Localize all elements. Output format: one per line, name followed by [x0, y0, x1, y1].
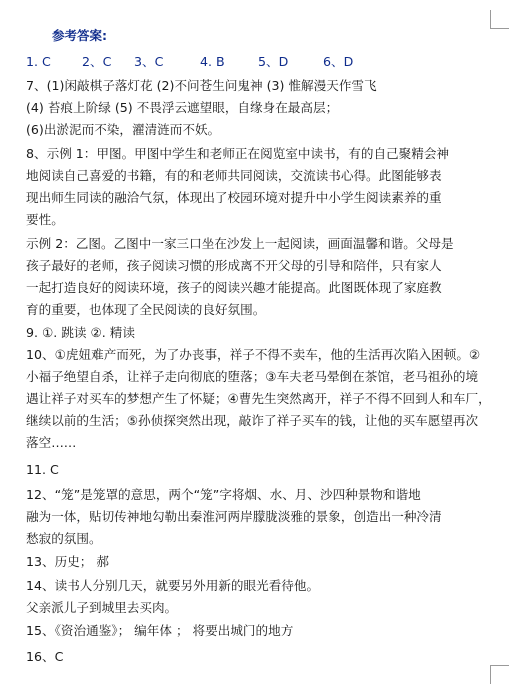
- answer-key-title: 参考答案:: [52, 28, 107, 43]
- answer-line: 13、历史； 郝: [26, 554, 109, 569]
- answer-line: 父亲派儿子到城里去买肉。: [26, 600, 178, 615]
- answer-line: 地阅读自己喜爱的书籍，有的和老师共同阅读，交流读书心得。此图能够表: [26, 168, 442, 183]
- answer-line: 10、①虎妞难产而死，为了办丧事，祥子不得不卖车，他的生活再次陷入困顿。②: [26, 347, 481, 362]
- answer-line: 融为一体，贴切传神地勾勒出秦淮河两岸朦胧淡雅的景象，创造出一种冷清: [26, 509, 442, 524]
- answer-line: 遇让祥子对买车的梦想产生了怀疑；④曹先生突然离开，祥子不得不回到人和车厂，: [26, 391, 491, 406]
- answer-line: 9. ①. 跳读 ②. 精读: [26, 325, 135, 340]
- answer-line: 愁寂的氛围。: [26, 531, 102, 546]
- answer-line: 落空……: [26, 435, 77, 450]
- answer-1: 1. C: [26, 54, 51, 69]
- answer-line: 继续以前的生活；⑤孙侦探突然出现，敲诈了祥子买车的钱，让他的买车愿望再次: [26, 413, 479, 428]
- answer-line: (6)出淤泥而不染，濯清涟而不妖。: [26, 122, 221, 137]
- answer-line: 育的重要，也体现了全民阅读的良好氛围。: [26, 302, 266, 317]
- answer-line: 11. C: [26, 462, 59, 477]
- answer-3: 3、C: [134, 54, 164, 69]
- answer-line: 7、(1)闲敲棋子落灯花 (2)不问苍生问鬼神 (3) 惟解漫天作雪飞: [26, 78, 377, 93]
- answer-4: 4. B: [200, 54, 225, 69]
- answer-line: 16、C: [26, 649, 64, 664]
- answer-line: 14、读书人分别几天，就要另外用新的眼光看待他。: [26, 578, 320, 593]
- answer-line: 示例 2：乙图。乙图中一家三口坐在沙发上一起阅读，画面温馨和谐。父母是: [26, 236, 454, 251]
- page-corner-mark-bottom: [490, 665, 509, 684]
- answer-line: 15、《资治通鉴》； 编年体 ； 将要出城门的地方: [26, 623, 294, 638]
- answer-line: 现出师生同读的融洽气氛，体现出了校园环境对提升中小学生阅读素养的重: [26, 190, 442, 205]
- answer-line: 孩子最好的老师，孩子阅读习惯的形成离不开父母的引导和陪伴，只有家人: [26, 258, 442, 273]
- answer-5: 5、D: [258, 54, 289, 69]
- page-corner-mark-top: [490, 10, 509, 29]
- answer-line: 12、“笼”是笼罩的意思，两个“笼”字将烟、水、月、沙四种景物和谐地: [26, 487, 421, 502]
- answer-line: (4) 苔痕上阶绿 (5) 不畏浮云遮望眼，自缘身在最高层；: [26, 100, 339, 115]
- answer-line: 一起打造良好的阅读环境，孩子的阅读兴趣才能提高。此图既体现了家庭教: [26, 280, 442, 295]
- answer-line: 小福子绝望自杀，让祥子走向彻底的堕落；③车夫老马晕倒在茶馆，老马祖孙的境: [26, 369, 479, 384]
- answer-6: 6、D: [323, 54, 354, 69]
- answer-line: 要性。: [26, 212, 64, 227]
- answer-2: 2、C: [82, 54, 112, 69]
- answer-line: 8、示例 1：甲图。甲图中学生和老师正在阅览室中读书，有的自己聚精会神: [26, 146, 450, 161]
